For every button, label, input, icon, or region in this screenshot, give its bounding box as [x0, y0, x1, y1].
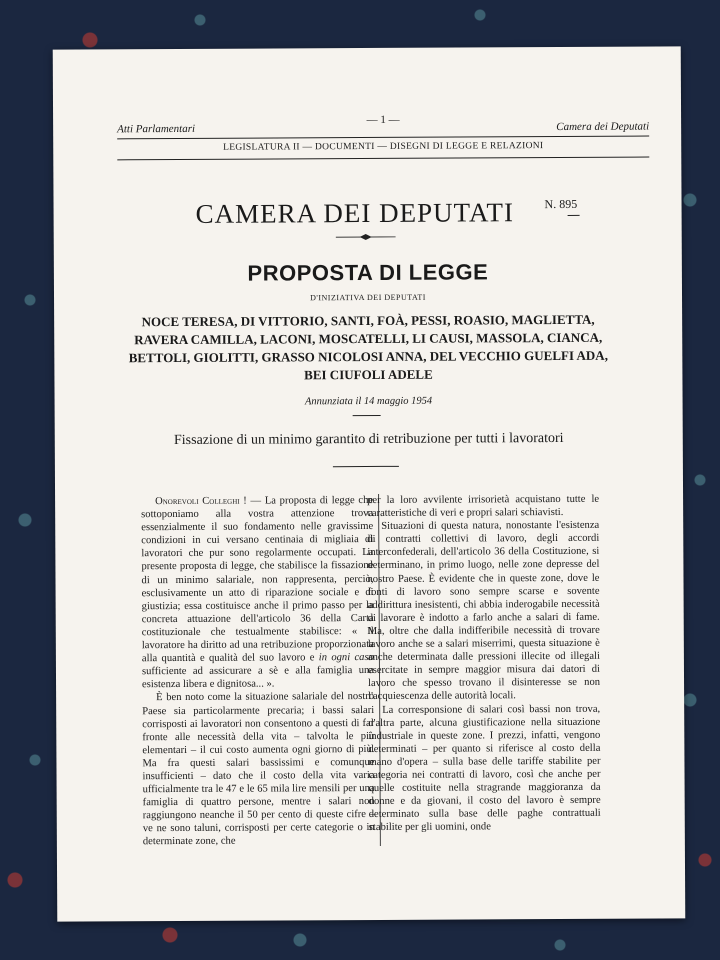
paragraph: per la loro avvilente irrisorietà acquistano tutte le caratteristiche di veri e propri salari schiavisti. — [367, 493, 600, 520]
body-column-left — [141, 494, 375, 849]
short-rule-2 — [333, 466, 399, 467]
proposal-subject: Fissazione di un minimo garantito di retribuzione per tutti i lavoratori — [173, 430, 564, 449]
paragraph: È ben noto come la situazione salariale del nostro Paese sia particolarmente precaria; i bassi salari corrisposti ai lavoratori non consentono a questi di far fronte alle necessità della vita – talvolta le più elementari – il cui costo aumenta ogni giorno di più. Ma fra questi salari bassissimi e comunque insufficienti – dato che il costo della vita varia ufficialmente tra le 47 e le 65 mila lire mensili per una famiglia di quattro persone, mentre i salari non raggiungono neanche il 50 per cento di queste cifre – ve ne sono taluni, corrisposti per certe categorie o in determinate zone, che — [142, 691, 375, 848]
legislature-line: LEGISLATURA II — DOCUMENTI — DISEGNI DI LEGGE E RELAZIONI — [223, 141, 544, 153]
running-header — [117, 113, 649, 136]
short-rule — [353, 415, 381, 416]
header-left: Atti Parlamentari — [117, 122, 196, 136]
document-number: N. 895 — [544, 196, 578, 212]
proposal-title: PROPOSTA DI LEGGE — [247, 259, 489, 286]
body-column-right — [367, 493, 601, 835]
ornament-divider — [336, 234, 396, 240]
announcement-date: Annunziata il 14 maggio 1954 — [304, 395, 433, 408]
page-number: — 1 — — [366, 113, 400, 127]
deputies-list: NOCE TERESA, DI VITTORIO, SANTI, FOÀ, PESSI, ROASIO, MAGLIETTA, RAVERA CAMILLA, LACONI, MOSCATELLI, LI CAUSI, MASSOLA, CIANCA, BETTOLI, GIOLITTI, GRASSO NICOLOSI ANNA, DEL VECCHIO GUELFI ADA, BEI CIUFOLI ADELE — [128, 311, 608, 383]
header-rule-bottom — [117, 157, 649, 161]
number-underline — [568, 215, 580, 216]
salutation: Onorevoli Colleghi ! — [155, 495, 247, 508]
chamber-title: CAMERA DEI DEPUTATI — [195, 197, 515, 229]
paragraph: La corresponsione di salari così bassi non trova, d'altra parte, alcuna giustificazione nella situazione industriale in queste zone. I prezzi, infatti, vengono determinati – per quanto si riferisce al costo della mano d'opera – sulla base delle tariffe stabilite per categoria nei contratti di lavoro, così che anche per quelle costituite nella stragrande maggioranza da donne e da giovani, il costo del lavoro è sempre determinato sulla base delle paghe contrattuali stabilite per gli uomini, onde — [368, 703, 601, 834]
paragraph: Situazioni di questa natura, nonostante l'esistenza di contratti collettivi di lavoro, degli accordi interconfederali, dell'articolo 36 della Costituzione, si determinano, in primo luogo, nelle zone depresse del nostro Paese. È evidente che in queste zone, dove le fonti di lavoro sono sempre scarse e sovente addirittura inesistenti, chi abbia inderogabile necessità di lavorare è indotto a farlo anche a salari di fame. Ma, oltre che dalla indifferibile necessità di trovare lavoro anche se a salari miserrimi, questa situazione è anche determinata dalle pressioni illecite od illegali esercitate in sempre maggior misura dai datori di lavoro che spesso trovano il disinteresse se non l'acquiescenza delle autorità locali. — [367, 519, 601, 703]
header-rule — [117, 136, 649, 140]
header-right: Camera dei Deputati — [556, 120, 650, 134]
paragraph: Onorevoli Colleghi ! — La proposta di legge che sottoponiamo alla vostra attenzione trova essenzialmente il suo fondamento nelle gravissime condizioni in cui versano centinaia di migliaia di lavoratori che pur sono regolarmente occupati. La presente proposta di legge, che stabilisce la fissazione di un minimo salariale, non rappresenta, perciò, esclusivamente un atto di riparazione sociale e di giustizia; essa costituisce anche il primo passo per la concreta attuazione dell'articolo 36 della Carta costituzionale che testualmente stabilisce: « Il lavoratore ha diritto ad una retribuzione proporzionata alla quantità e qualità del suo lavoro e in ogni caso sufficiente ad assicurare a sè e alla famiglia una esistenza libera e dignitosa... ». — [141, 494, 375, 691]
initiative-line: D'INIZIATIVA DEI DEPUTATI — [310, 292, 426, 303]
document-page — [53, 46, 686, 921]
